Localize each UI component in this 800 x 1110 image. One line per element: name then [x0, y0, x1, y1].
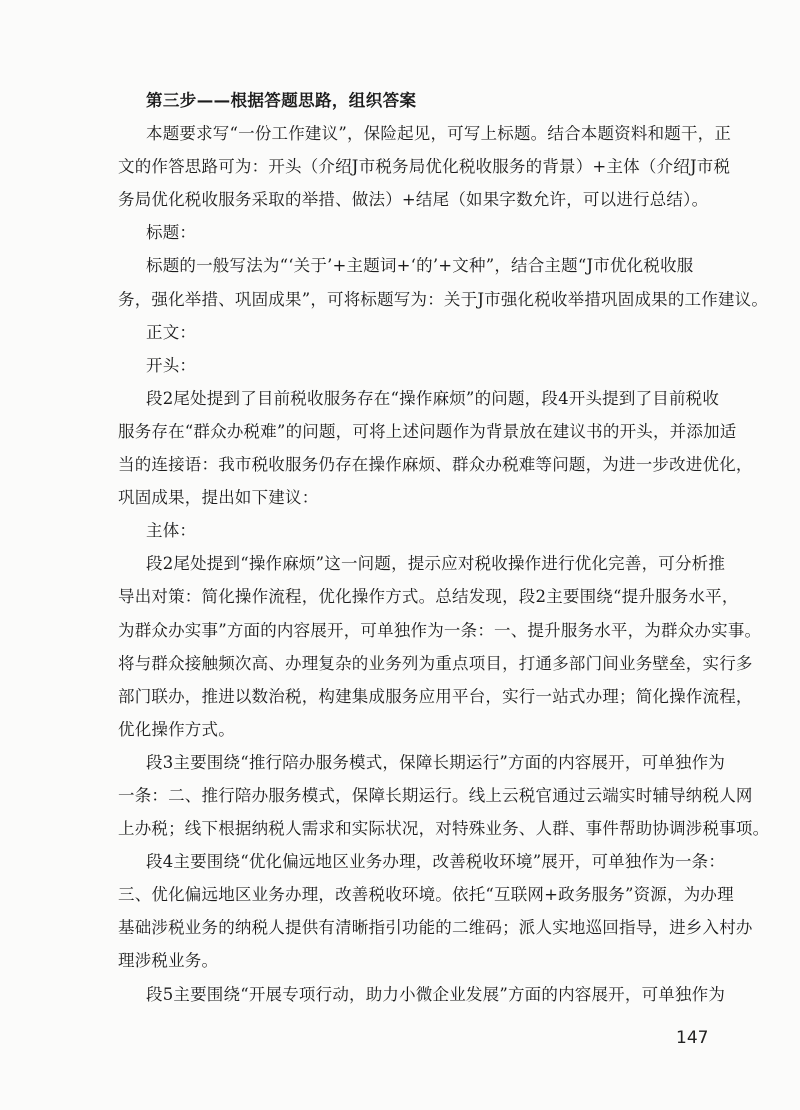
text-line: 服务存在“群众办税难”的问题，可将上述问题作为背景放在建议书的开头，并添加适: [118, 421, 737, 441]
text-line: 段3主要围绕“推行陪办服务模式，保障长期运行”方面的内容展开，可单独作为: [146, 752, 726, 772]
text-line: 本题要求写“一份工作建议”，保险起见，可写上标题。结合本题资料和题干，正: [146, 124, 732, 144]
text-line: 上办税；线下根据纳税人需求和实际状况，对特殊业务、人群、事件帮助协调涉税事项。: [118, 819, 770, 839]
text-line: 段2尾处提到“操作麻烦”这一问题，提示应对税收操作进行优化完善，可分析推: [146, 554, 726, 574]
section-heading: 第三步——根据答题思路，组织答案: [146, 91, 417, 110]
subheading-title: 标题：: [146, 223, 197, 243]
text-line: 文的作答思路可为：开头（介绍J市税务局优化税收服务的背景）+主体（介绍J市税: [118, 157, 731, 177]
text-line: 为群众办实事”方面的内容展开，可单独作为一条：一、提升服务水平，为群众办实事。: [118, 620, 762, 640]
text-line: 导出对策：简化操作流程，优化操作方式。总结发现，段2主要围绕“提升服务水平，: [118, 587, 739, 607]
text-line: 标题的一般写法为“‘关于’+主题词+‘的’+文种”，结合主题“J市优化税收服: [146, 256, 694, 276]
text-line: 一条：二、推行陪办服务模式，保障长期运行。线上云税官通过云端实时辅导纳税人网: [118, 785, 753, 805]
page-number: 147: [676, 1028, 709, 1048]
text-line: 务局优化税收服务采取的举措、做法）+结尾（如果字数允许，可以进行总结）。: [118, 190, 709, 210]
text-line: 段2尾处提到了目前税收服务存在“操作麻烦”的问题，段4开头提到了目前税收: [146, 388, 720, 408]
text-line: 将与群众接触频次高、办理复杂的业务列为重点项目，打通多部门间业务壁垒，实行多: [118, 653, 753, 673]
subheading-main: 主体：: [146, 521, 197, 541]
text-line: 三、优化偏远地区业务办理，改善税收环境。依托“互联网+政务服务”资源，为办理: [118, 885, 734, 905]
text-line: 优化操作方式。: [118, 719, 235, 739]
text-line: 部门联办，推进以数治税，构建集成服务应用平台，实行一站式办理；简化操作流程，: [118, 686, 753, 706]
text-line: 务，强化举措、巩固成果”，可将标题写为：关于J市强化税收举措巩固成果的工作建议。: [118, 289, 769, 309]
text-line: 理涉税业务。: [118, 951, 219, 971]
text-line: 基础涉税业务的纳税人提供有清晰指引功能的二维码；派人实地巡回指导，进乡入村办: [118, 918, 753, 938]
text-line: 当的连接语：我市税收服务仍存在操作麻烦、群众办税难等问题，为进一步改进优化，: [118, 455, 753, 475]
subheading-body: 正文：: [146, 322, 197, 342]
text-line: 巩固成果，提出如下建议：: [118, 488, 319, 508]
text-line: 段5主要围绕“开展专项行动，助力小微企业发展”方面的内容展开，可单独作为: [146, 984, 726, 1004]
text-body: [118, 84, 770, 1011]
subheading-opening: 开头：: [146, 355, 197, 375]
text-line: 段4主要围绕“优化偏远地区业务办理，改善税收环境”展开，可单独作为一条：: [146, 852, 726, 872]
